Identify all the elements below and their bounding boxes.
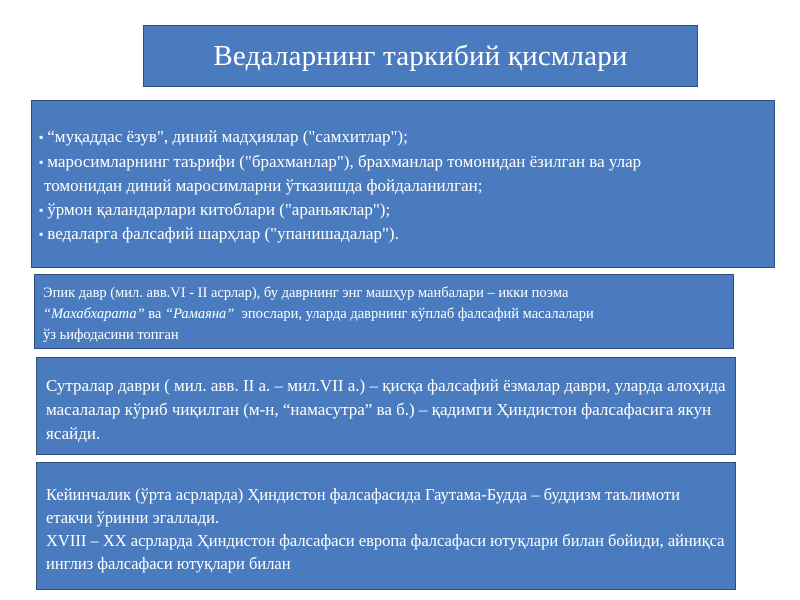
later-paragraph-1: Кейинчалик (ўрта асрларда) Ҳиндистон фалсафасида Гаутама-Будда – буддизм таълимоти етакчи ўринни эгаллади. [46,485,680,527]
epic-text-part1: Эпик давр (мил. авв.VI - II асрлар), бу даврнинг энг машҳур манбалари – икки поэма [43,285,569,301]
list-item-continuation: томонидан диний маросимларни ўтказишда фойдаланилган; [44,176,483,195]
list-item: ▪ ўрмон қаландарлари китоблари ("араньяклар"); [39,199,391,219]
vedas-components-box [31,100,775,268]
list-item: ▪ маросимларнинг таърифи ("брахманлар"), брахманлар томонидан ёзилган ва улар [39,151,642,171]
later-paragraph-2: XVIII – XX асрларда Ҳиндистон фалсафаси европа фалсафаси ютуқлари билан бойиди, айниқса инглиз фалсафаси ютуқлари билан [46,531,725,573]
epic-text-part2: эпослари, уларда даврнинг кўплаб фалсафий масалалари [241,306,594,322]
sutra-period-box [36,357,736,455]
later-period-box [36,462,736,590]
epic-text-part3: ўз ьифодасини топган [43,327,179,343]
ramayana-title: “Рамаяна” [165,306,235,322]
title-box [143,25,698,87]
epic-period-box [34,274,734,349]
bullet-icon: ▪ [39,154,44,169]
list-item: ▪ ведаларга фалсафий шарҳлар ("упанишадалар"). [39,224,399,243]
slide-title: Ведаларнинг таркибий қисмлари [213,39,628,72]
list-item: ▪ “муқаддас ёзув", диний мадҳиялар ("самхитлар"); [39,127,408,146]
epic-conjunction: ва [148,306,162,322]
bullet-icon: ▪ [39,130,44,144]
mahabharata-title: “Махабхарата” [43,306,145,322]
sutra-text: Сутралар даври ( мил. авв. II а. – мил.VII а.) – қисқа фалсафий ёзмалар даври, уларда алоҳида масалалар кўриб чиқилган (м-н, “намасутра” ва б.) – қадимги Ҳиндистон фалсафасига якун ясайди. [46,376,726,443]
bullet-icon: ▪ [39,202,44,217]
bullet-icon: ▪ [39,227,44,241]
